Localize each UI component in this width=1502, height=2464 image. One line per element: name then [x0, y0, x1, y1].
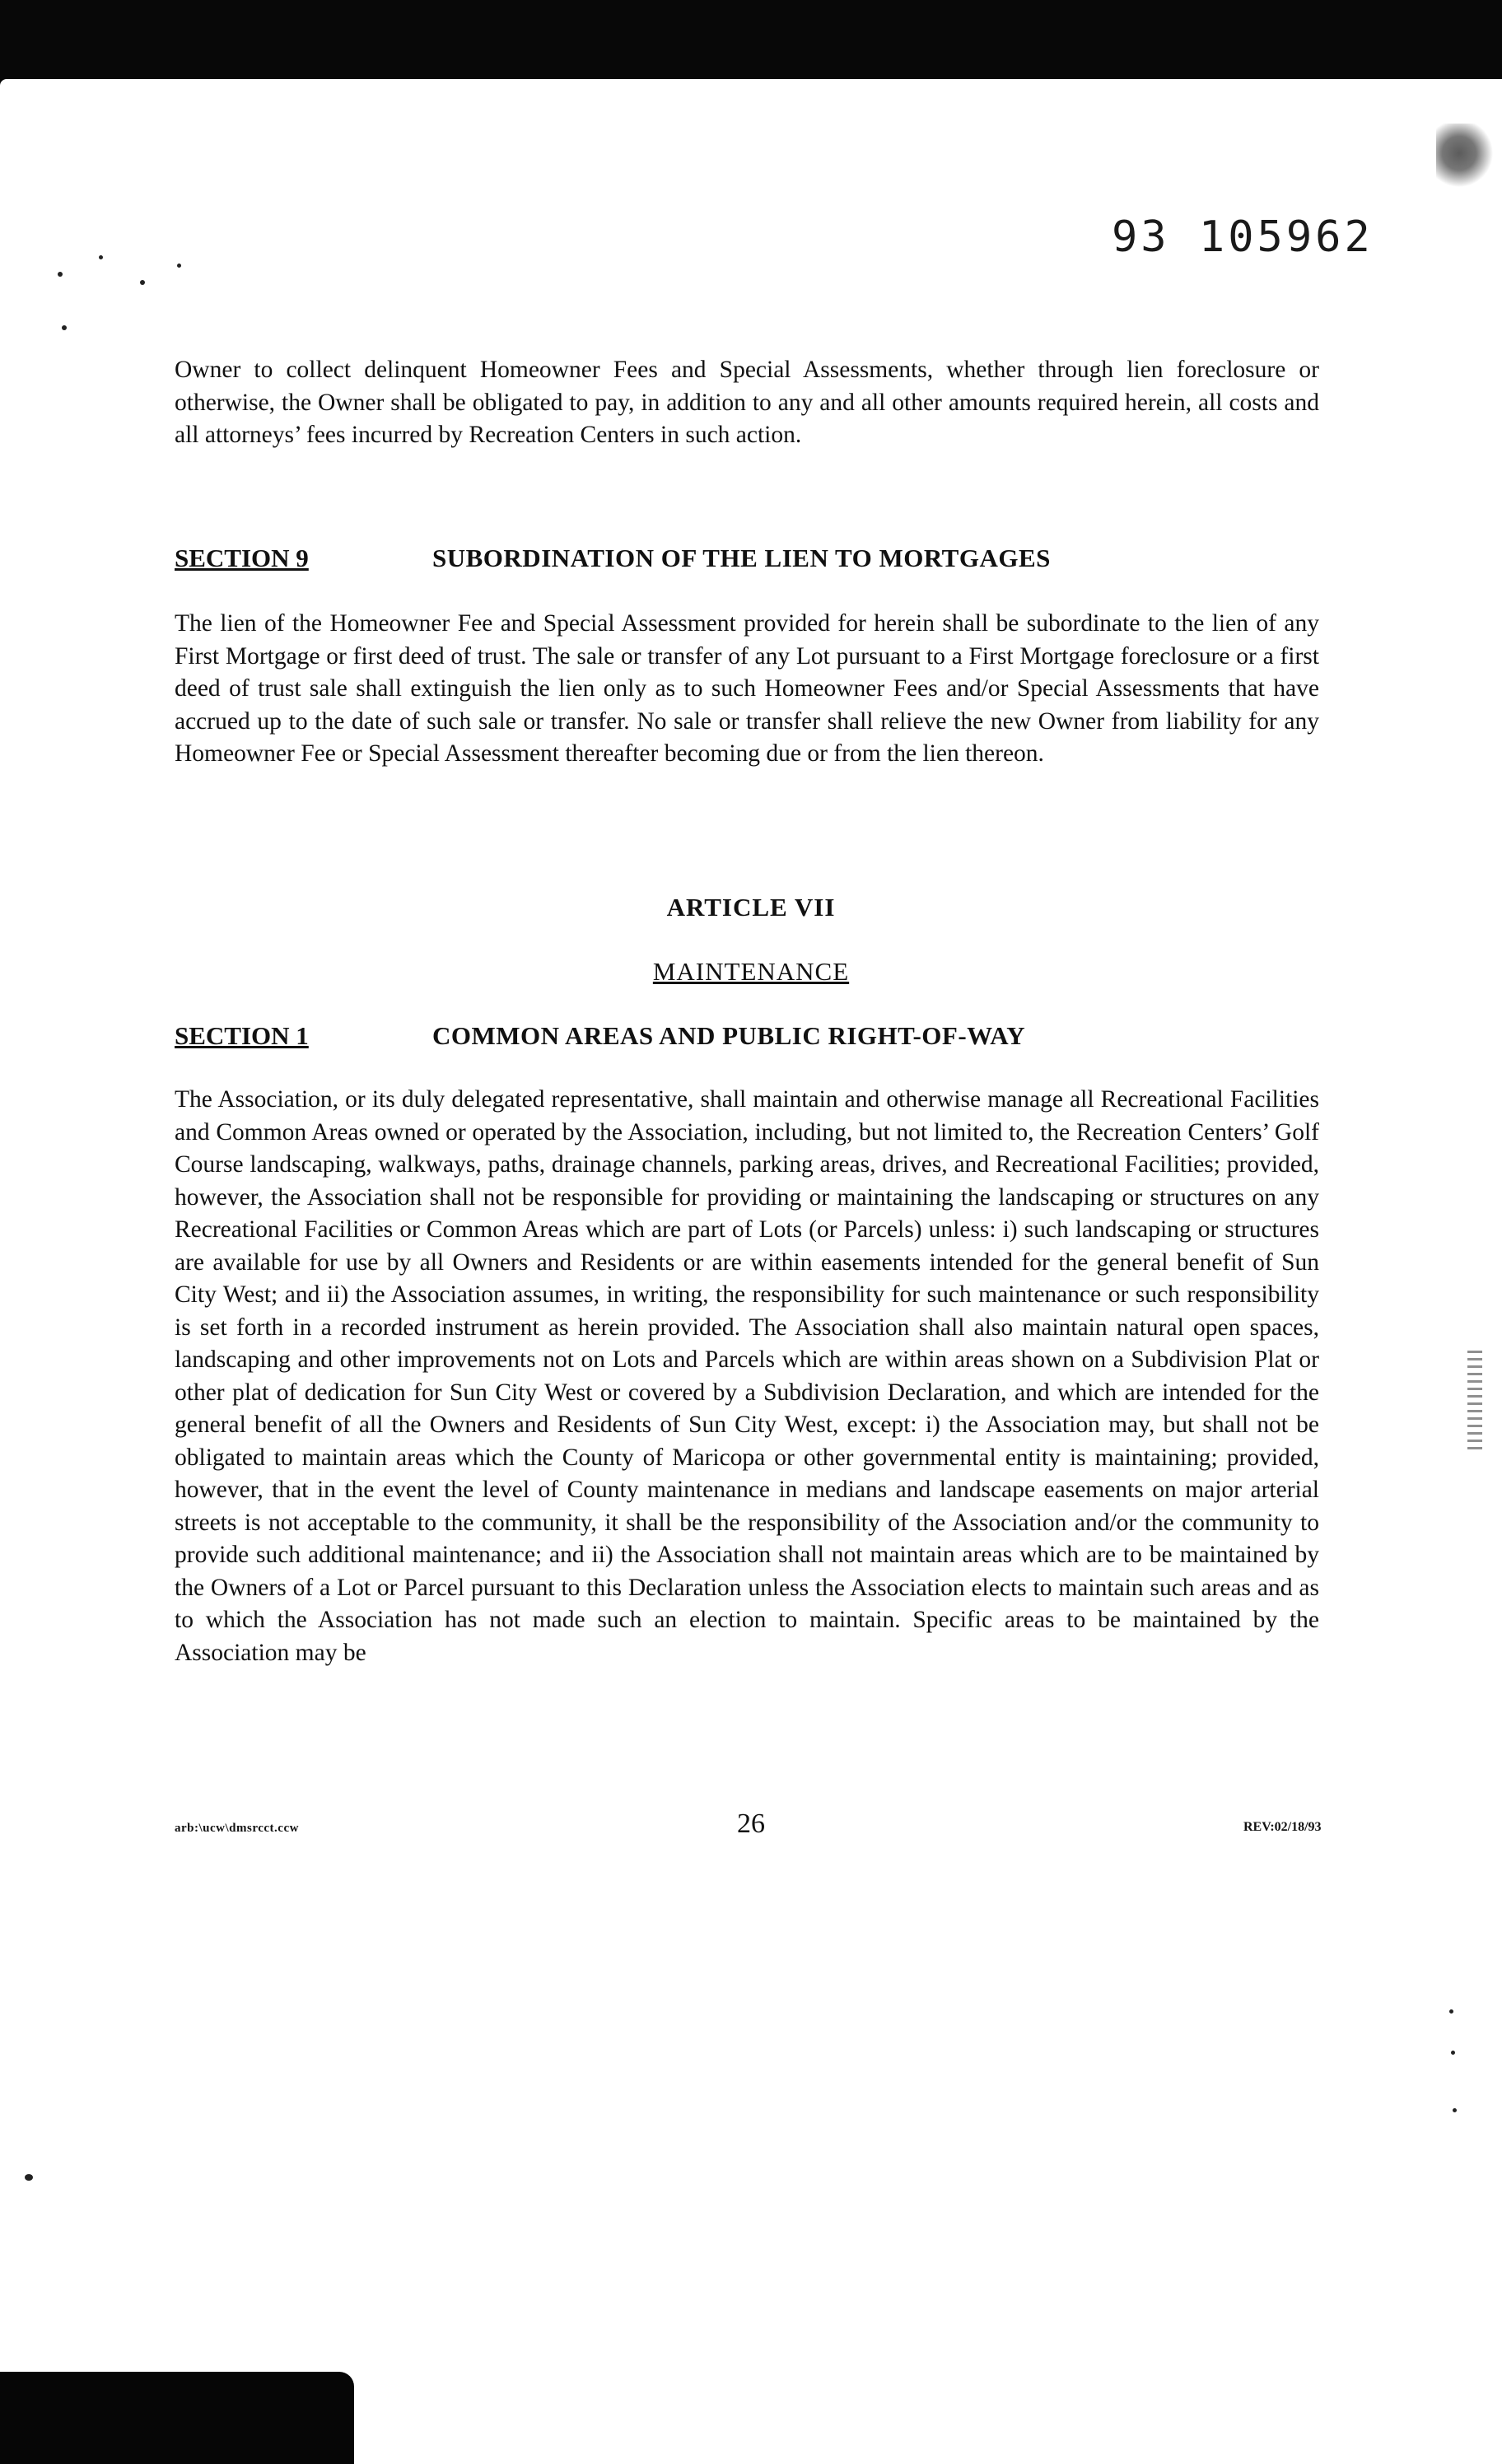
scan-speck	[62, 325, 67, 330]
section-9-label: SECTION 9	[175, 544, 309, 572]
scan-speck	[25, 2174, 33, 2181]
scan-speck	[140, 280, 145, 285]
page-number: 26	[737, 1808, 765, 1839]
scan-page-edge	[0, 79, 1502, 97]
scan-edge-noise	[1467, 1351, 1482, 1449]
scan-speck	[177, 264, 181, 268]
footer-file-path: arb:\ucw\dmsrcct.ccw	[175, 1822, 299, 1835]
document-number: 93 105962	[1112, 212, 1374, 262]
footer-revision: REV:02/18/93	[1243, 1820, 1322, 1834]
scan-corner-noise	[1436, 124, 1494, 198]
section-9-title: SUBORDINATION OF THE LIEN TO MORTGAGES	[432, 544, 1051, 572]
paragraph-lien-collection: Owner to collect delinquent Homeowner Fees and Special Assessments, whether through lien foreclosure or otherwise, the Owner shall be obligated to pay, in addition to any and all other amounts required herein, all costs and all attorneys’ fees incurred by Recreation Centers in such action.	[175, 357, 1319, 448]
section-1-label: SECTION 1	[175, 1021, 309, 1050]
scan-speck	[99, 255, 103, 259]
scan-speck	[1451, 2051, 1455, 2055]
section-1-title: COMMON AREAS AND PUBLIC RIGHT-OF-WAY	[432, 1021, 1026, 1050]
scan-bottom-shadow	[0, 2372, 354, 2464]
scan-speck	[1449, 2009, 1453, 2014]
paragraph-subordination: The lien of the Homeowner Fee and Special Assessment provided for herein shall be subordinate to the lien of any First Mortgage or first deed of trust. The sale or transfer of any Lot pursuant to a First Mortgage foreclosure or a first deed of trust sale shall extinguish the lien only as to such Homeowner Fees and/or Special Assessments that have accrued up to the date of such sale or transfer. No sale or transfer shall relieve the new Owner from liability for any Homeowner Fee or Special Assessment thereafter becoming due or from the lien thereon.	[175, 610, 1319, 767]
paragraph-common-areas: The Association, or its duly delegated representative, shall maintain and otherwise manage all Recreational Facilities and Common Areas owned or operated by the Association, including, but not limited to, the Recreation Centers’ Golf Course landscaping, walkways, paths, drainage channels, parking areas, drives, and Recreational Facilities; provided, however, the Association shall not be responsible for providing or maintaining the landscaping or structures on any Recreational Facilities or Common Areas which are part of Lots (or Parcels) unless: i) such landscaping or structures are available for use by all Owners and Residents or are within easements intended for the general benefit of Sun City West; and ii) the Association assumes, in writing, the responsibility for such maintenance or such responsibility is set forth in a recorded instrument as herein provided. The Association shall also maintain natural open spaces, landscaping and other improvements not on Lots and Parcels which are within areas shown on a Subdivision Plat or other plat of dedication for Sun City West or covered by a Subdivision Declaration, and which are intended for the general benefit of all the Owners and Residents of Sun City West, except: i) the Association may, but shall not be obligated to maintain areas which the County of Maricopa or other governmental entity is maintaining; provided, however, that in the event the level of County maintenance in medians and landscape easements on major arterial streets is not acceptable to the community, it shall be the responsibility of the Association and/or the community to provide such additional maintenance; and ii) the Association shall not maintain areas which are to be maintained by the Owners of a Lot or Parcel pursuant to this Declaration unless the Association elects to maintain such areas and as to which the Association has not made such an election to maintain. Specific areas to be maintained by the Association may be	[175, 1086, 1319, 1666]
scan-top-border	[0, 0, 1502, 92]
scan-speck	[1453, 2108, 1457, 2112]
article-subheading: MAINTENANCE	[652, 957, 850, 986]
article-heading: ARTICLE VII	[666, 893, 836, 922]
scan-speck	[58, 272, 63, 277]
